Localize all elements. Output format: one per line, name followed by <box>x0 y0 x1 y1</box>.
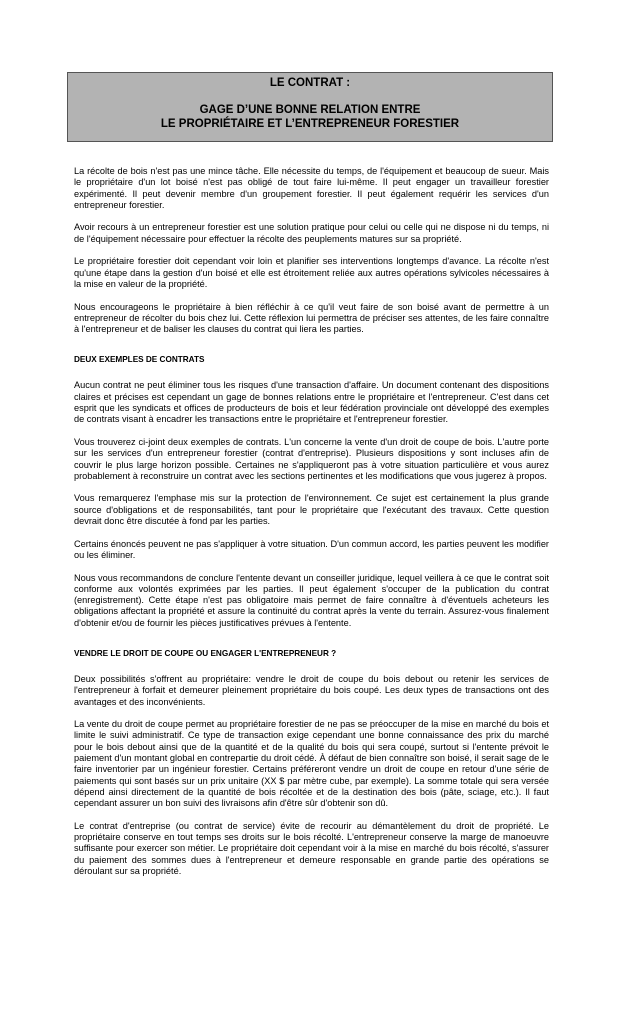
title-line-1: LE CONTRAT : <box>269 77 351 89</box>
section2-paragraph: Le contrat d'entreprise (ou contrat de service) évite de recourir au démantèlement du droit de propriété. Le propriétaire conserve en tout temps ses droits sur le bois récolté. L'entrepreneur conserve la marge de manoeuvre suffisante pour exercer son métier. Le propriétaire doit cependant voir à la mise en marché du bois récolté, s'assurer du paiement des sommes dues à l'entrepreneur et demeure responsable en grande partie des opérations se déroulant sur sa propriété. <box>74 820 549 877</box>
section1-paragraph: Vous remarquerez l'emphase mis sur la protection de l'environnement. Ce sujet est certainement la plus grande source d'obligations et de responsabilités, tant pour le propriétaire que l'exécutant des travaux. Cette question devrait donc être discutée à fond par les parties. <box>74 493 549 527</box>
intro-paragraph: Le propriétaire forestier doit cependant voir loin et planifier ses interventions longtemps d'avance. La récolte n'est qu'une étape dans la gestion d'un boisé et elle est étroitement reliée aux autres opérations sylvicoles nécessaires à la mise en valeur de la propriété. <box>74 256 549 289</box>
section2-paragraph: La vente du droit de coupe permet au propriétaire forestier de ne pas se préoccuper de la mise en marché du bois et limite le suivi administratif. Ce type de transaction exige cependant une bonne connaissance des prix du marché pour le bois debout ainsi que de la quantité et de la qualité du bois qui sera coupé, surtout si l'entente prévoit le paiement d'un montant global en contrepartie du droit cédé. À défaut de bien connaître son boisé, il serait sage de le faire inventorier par un ingénieur forestier. Certains préféreront vendre un droit de coupe en retour d'une série de paiements qui sont basés sur un prix unitaire (XX $ par mètre cube, par exemple). La somme totale qui sera versée dépend ainsi directement de la quantité de bois récoltée et de la destination des bois (pâte, sciage, etc.). Il faut cependant assurer un bon suivi des livraisons afin d'être sûr d'obtenir son dû. <box>74 719 549 809</box>
section1-paragraph: Nous vous recommandons de conclure l'entente devant un conseiller juridique, lequel veillera à ce que le contrat soit conforme aux volontés exprimées par les parties. Il peut également s'occuper de la publication du contrat (enregistrement). Cette étape n'est pas obligatoire mais permet de faire connaître à d'éventuels acheteurs les obligations affectant la propriété et assure la continuité du contrat après la vente du terrain. Assurez-vous finalement d'obtenir et/ou de fournir les pièces justificatives prévues à l'entente. <box>74 572 549 628</box>
title-line-3: LE PROPRIÉTAIRE ET L’ENTREPRENEUR FORESTIER <box>160 118 460 130</box>
section2-paragraph: Deux possibilités s'offrent au propriétaire: vendre le droit de coupe du bois debout ou retenir les services de l'entrepreneur à forfait et demeurer pleinement propriétaire du bois coupé. Les deux types de transactions ont des avantages et des inconvénients. <box>74 673 549 707</box>
section1-paragraph: Aucun contrat ne peut éliminer tous les risques d'une transaction d'affaire. Un document contenant des dispositions claires et précises est cependant un gage de bonnes relations entre le propriétaire et l'entrepreneur. C'est dans cet esprit que les syndicats et offices de producteurs de bois et leur fédération provinciale ont développé des exemples de contrats visant à encadrer les transactions entre le propriétaire et l'entrepreneur forestier. <box>74 380 549 425</box>
intro-paragraph: La récolte de bois n'est pas une mince tâche. Elle nécessite du temps, de l'équipement et beaucoup de sueur. Mais le propriétaire d'un lot boisé n'est pas obligé de tout faire lui-même. Il peut engager un travailleur forestier expérimenté. Il peut devenir membre d'un groupement forestier. Il peut également requérir les services d'un entrepreneur forestier. <box>74 166 549 210</box>
document-body <box>74 166 549 889</box>
intro-paragraph: Avoir recours à un entrepreneur forestier est une solution pratique pour celui ou celle qui ne dispose ni du temps, ni de l'équipement nécessaire pour effectuer la récolte des peuplements matures sur sa propriété. <box>74 222 549 244</box>
section1-paragraph: Vous trouverez ci-joint deux exemples de contrats. L'un concerne la vente d'un droit de coupe de bois. L'autre porte sur les services d'un entrepreneur forestier (contrat d'entreprise). Plusieurs dispositions y sont incluses afin de couvrir le plus large horizon possible. Certaines ne s'appliqueront pas à votre situation particulière et vous aurez probablement à reconstruire un contrat avec les sections pertinentes et les modifications que vous jugerez à propos. <box>74 436 549 481</box>
title-line-2: GAGE D’UNE BONNE RELATION ENTRE <box>199 104 421 116</box>
title-box <box>67 72 553 142</box>
section-heading-deux-exemples: DEUX EXEMPLES DE CONTRATS <box>74 355 205 365</box>
intro-paragraph: Nous encourageons le propriétaire à bien réfléchir à ce qu'il veut faire de son boisé avant de permettre à un entrepreneur de récolter du bois chez lui. Cette réflexion lui permettra de préciser ses attentes, de les faire connaître à l'entrepreneur et de baliser les clauses du contrat qui liera les parties. <box>74 301 549 335</box>
section1-paragraph: Certains énoncés peuvent ne pas s'appliquer à votre situation. D'un commun accord, les parties peuvent les modifier ou les éliminer. <box>74 538 549 560</box>
section-heading-vendre-droit: VENDRE LE DROIT DE COUPE OU ENGAGER L'ENTREPRENEUR ? <box>74 648 337 658</box>
